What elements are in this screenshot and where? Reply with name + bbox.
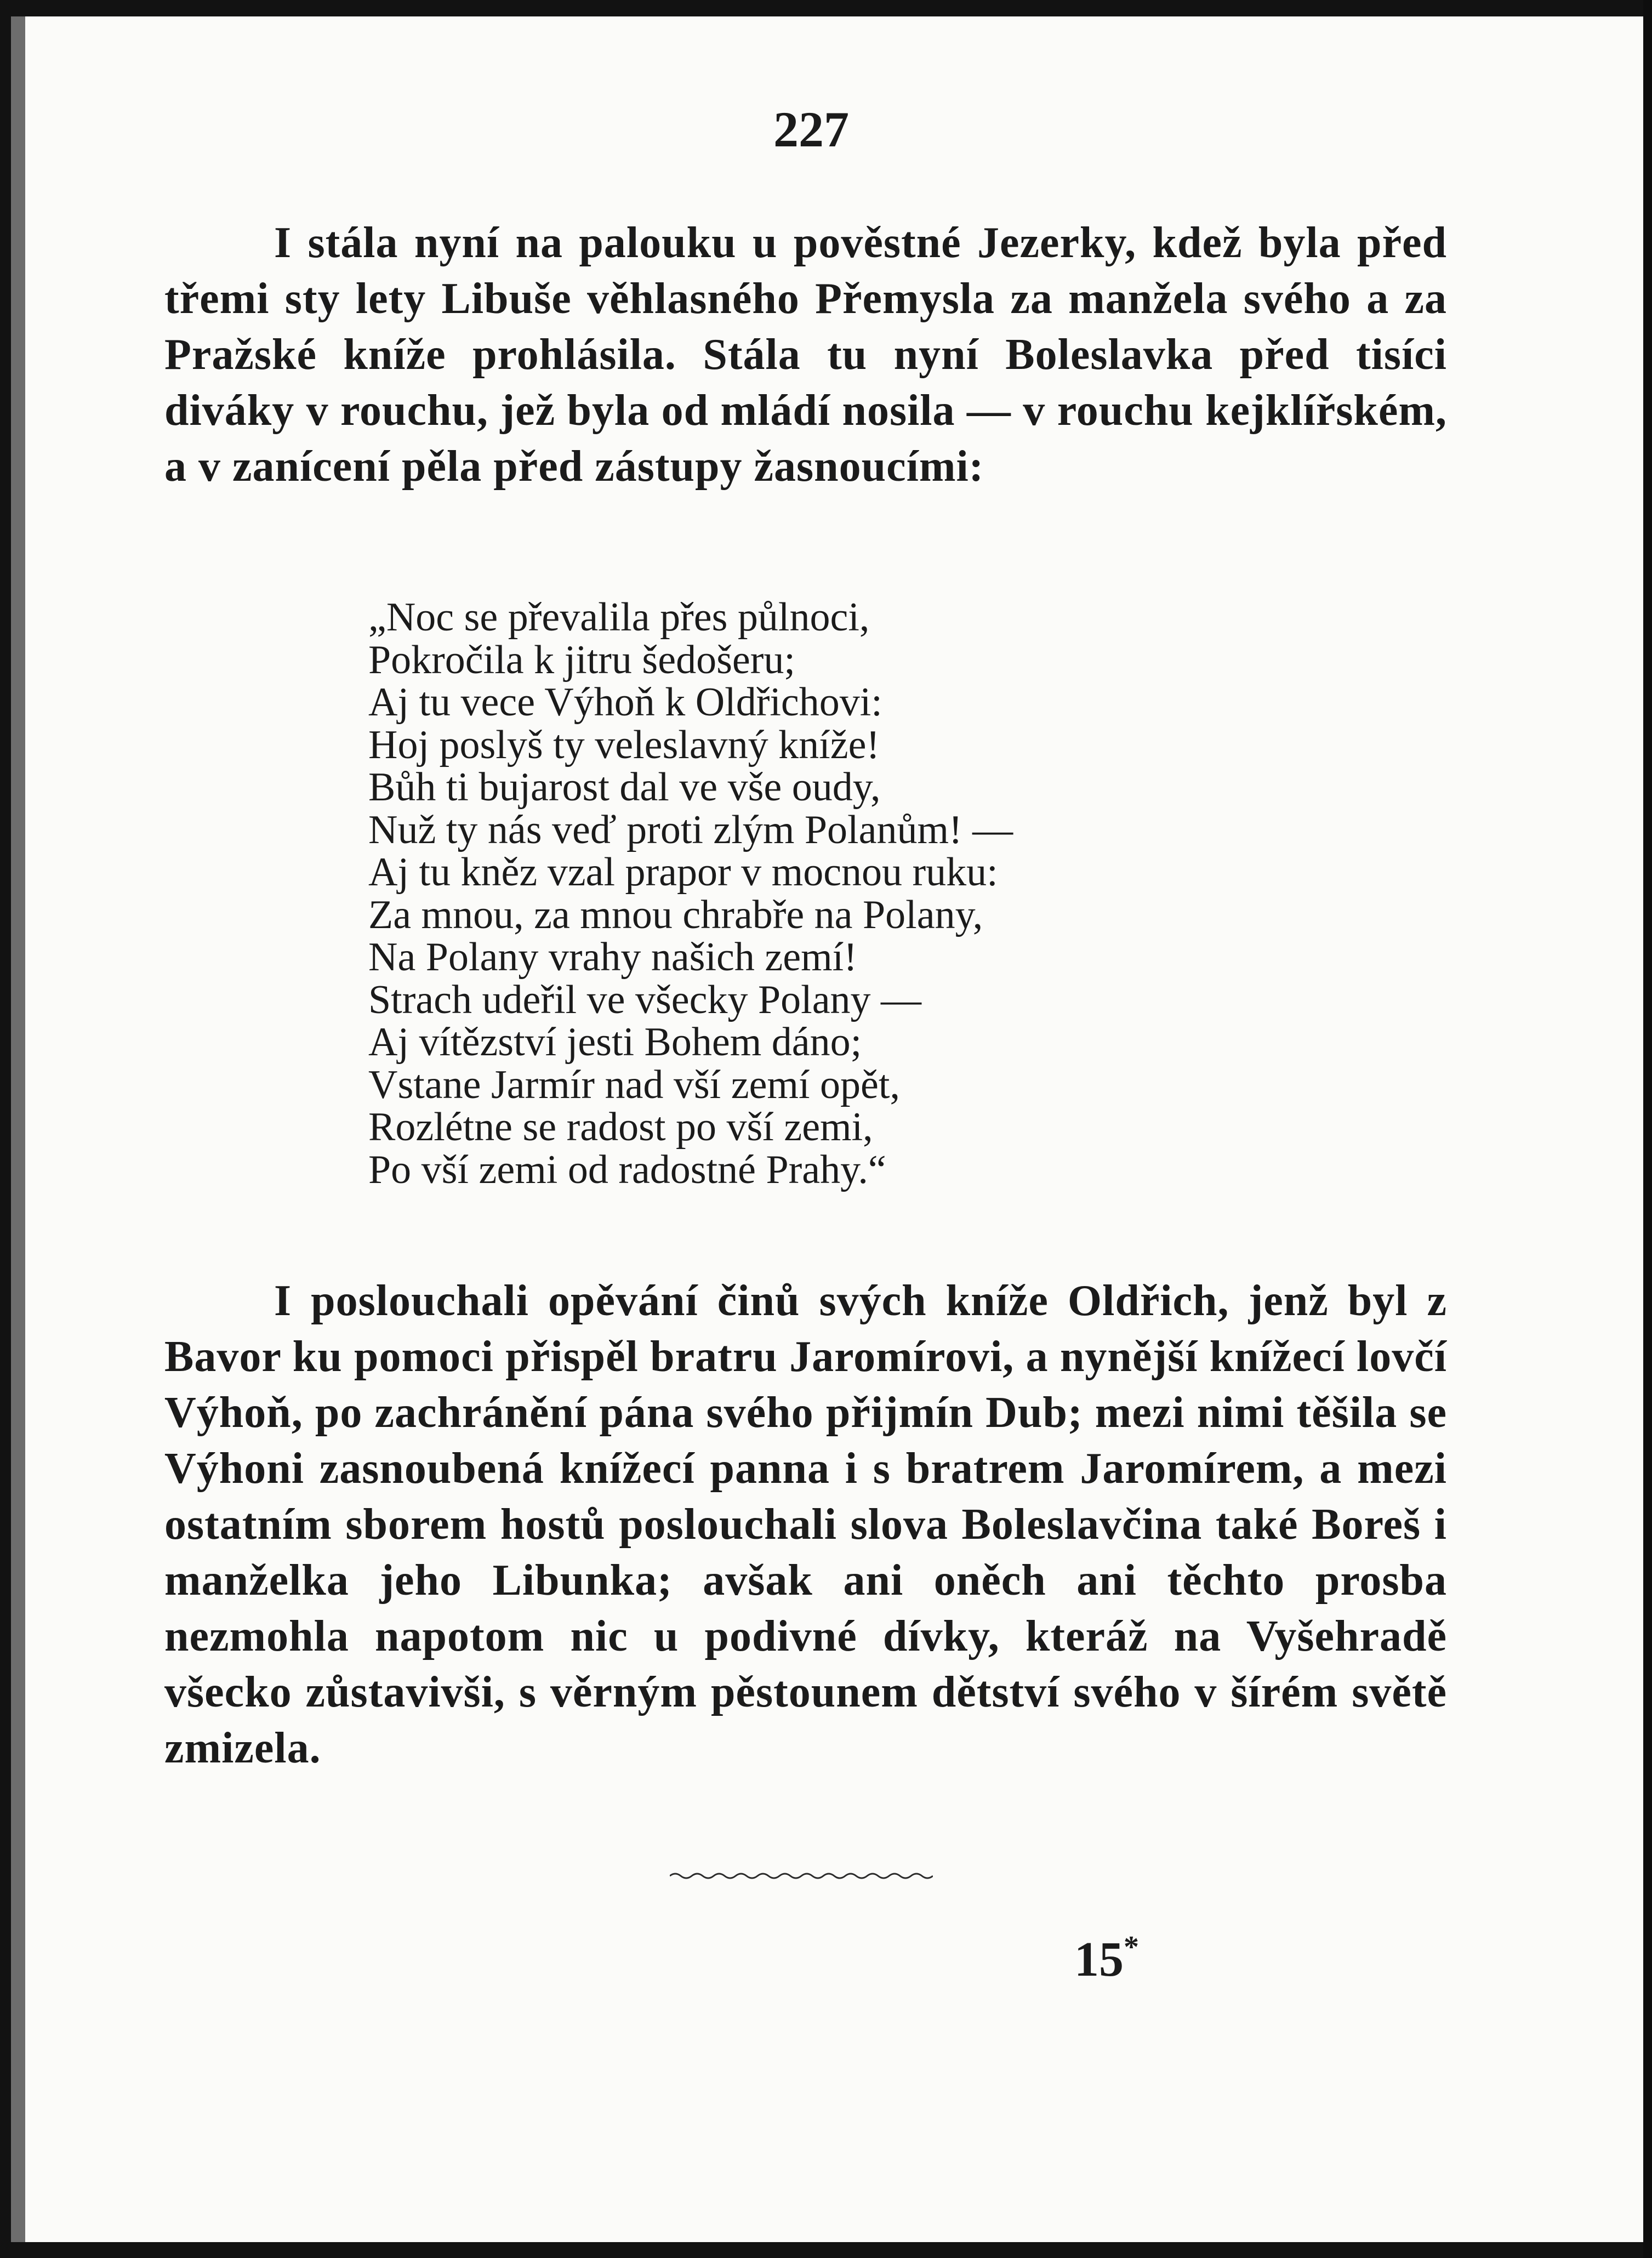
book-spine-edge bbox=[11, 16, 25, 2242]
poem-line: Aj tu vece Výhoň k Oldřichovi: bbox=[368, 680, 882, 725]
poem-line: Rozlétne se radost po vší zemi, bbox=[368, 1105, 873, 1150]
poem-line: Hoj poslyš ty veleslavný kníže! bbox=[368, 722, 880, 767]
poem-line: Za mnou, za mnou chrabře na Polany, bbox=[368, 892, 983, 937]
poem-line: Strach udeřil ve všecky Polany — bbox=[368, 977, 922, 1022]
printer-signature-mark bbox=[1074, 1930, 1139, 1987]
poem-block bbox=[368, 596, 1355, 1191]
wavy-divider-ornament bbox=[670, 1869, 933, 1880]
signature-star: * bbox=[1124, 1930, 1139, 1964]
paragraph-closing: I poslouchali opěvání činů svých kníže Oldřich, jenž byl z Bavor ku pomoci přispěl bratru Jaromírovi, a nynější knížecí lovčí Výhoň, po zachránění pána svého přijmín Dub; mezi nimi těšila se Výhoni zasnoubená knížecí panna i s bratrem Jaromírem, a mezi ostatním sborem hostů poslouchali slova Boleslavčina také Boreš i manželka jeho Libunka; avšak ani oněch ani těchto prosba nezmohla napotom nic u podivné dívky, kteráž na Vyšehradě všecko zůstavivši, s věrným pěstounem dětství svého v šírém světě zmizela. bbox=[164, 1277, 1447, 1772]
poem-line: Vstane Jarmír nad vší zemí opět, bbox=[368, 1062, 900, 1107]
poem-line: Po vší zemi od radostné Prahy.“ bbox=[368, 1147, 886, 1192]
poem-line: Nuž ty nás veď proti zlým Polanům! — bbox=[368, 807, 1013, 852]
signature-number: 15 bbox=[1074, 1932, 1124, 1987]
poem-line: Aj vítězství jesti Bohem dáno; bbox=[368, 1020, 862, 1065]
paragraph-opening: I stála nyní na palouku u pověstné Jezerky, kdež byla před třemi sty lety Libuše věhlasného Přemysla za manžela svého a za Pražské kníže prohlásila. Stála tu nyní Boleslavka před tisíci diváky v rouchu, jež byla od mládí nosila — v rouchu kejklířském, a v zanícení pěla před zástupy žasnoucími: bbox=[164, 219, 1447, 491]
poem-line: Aj tu kněz vzal prapor v mocnou ruku: bbox=[368, 850, 998, 895]
poem-line: Pokročila k jitru šedošeru; bbox=[368, 637, 795, 682]
poem-line: Bůh ti bujarost dal ve vše oudy, bbox=[368, 765, 881, 810]
poem-line: Na Polany vrahy našich zemí! bbox=[368, 935, 857, 980]
scan-border-right bbox=[1643, 0, 1652, 2258]
page-number: 227 bbox=[773, 101, 849, 157]
poem-line: „Noc se převalila přes půlnoci, bbox=[368, 595, 870, 640]
